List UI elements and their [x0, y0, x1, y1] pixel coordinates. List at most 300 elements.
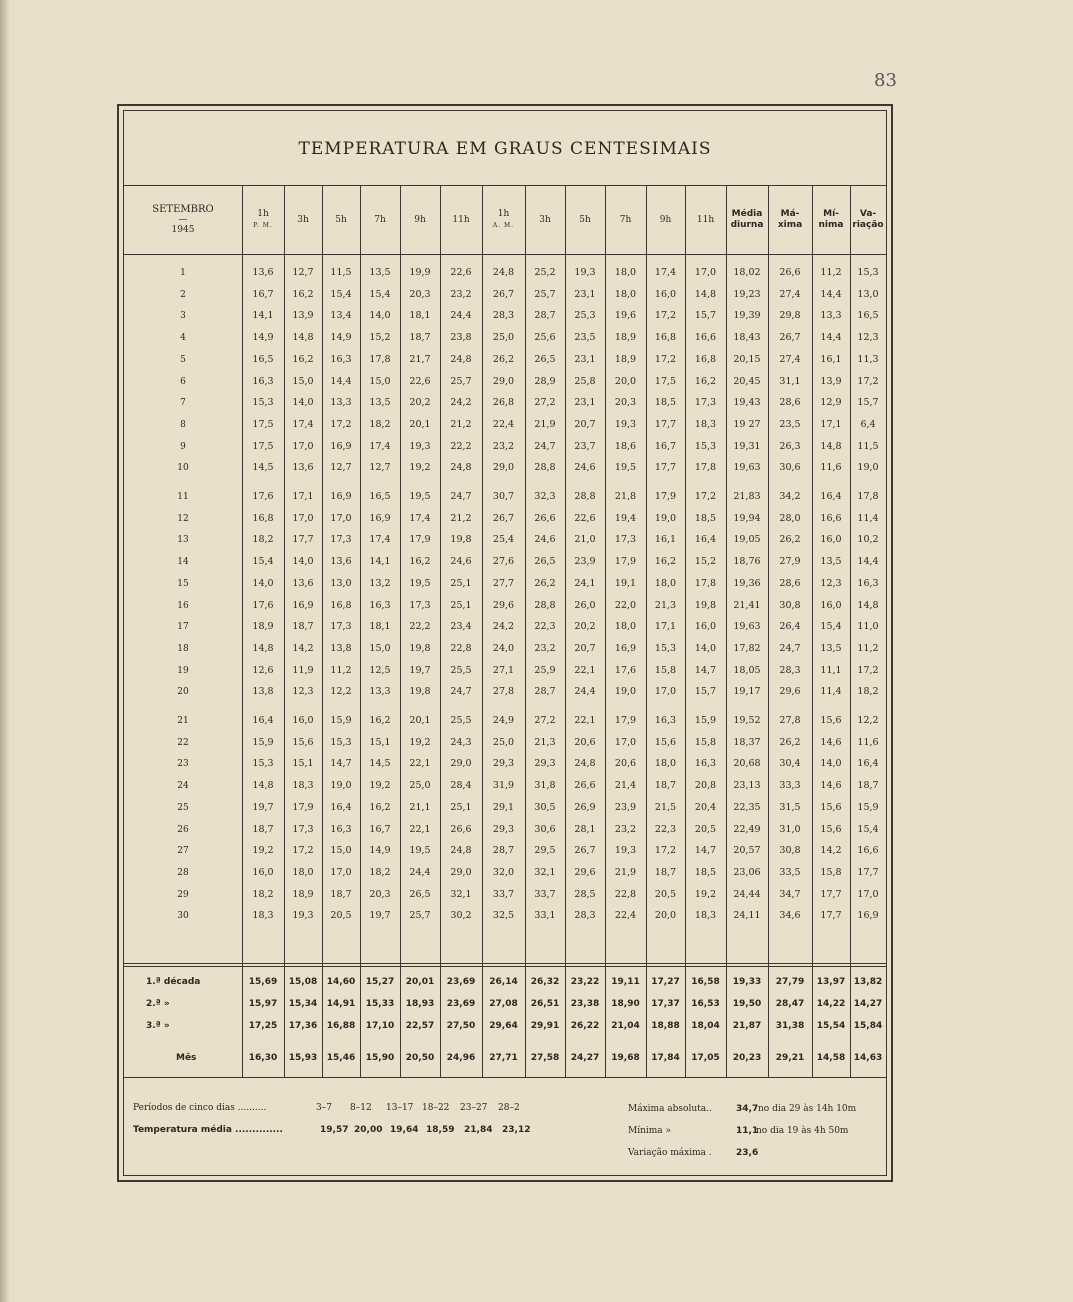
row-value: 22,3: [534, 621, 556, 633]
row-value: 26,4: [779, 621, 801, 633]
row-value: 26,6: [574, 780, 596, 792]
row-value: 22,8: [450, 642, 472, 654]
row-value: 29,6: [574, 866, 596, 878]
var-label: Variação máxima .: [628, 1148, 712, 1158]
row-value: 16,4: [694, 534, 717, 546]
row-value: 14,4: [820, 332, 842, 344]
row-value: 26,6: [779, 267, 801, 278]
row-value: 17,4: [409, 512, 431, 524]
header-col-14: [768, 191, 812, 249]
row-value: 19,4: [614, 512, 637, 524]
temp-value: 19,64: [390, 1125, 419, 1135]
row-day: 14: [177, 557, 189, 568]
row-value: 17,3: [614, 534, 637, 546]
row-value: 16,3: [694, 758, 717, 770]
row-value: 17,0: [654, 686, 677, 698]
row-value: 26,0: [574, 599, 596, 611]
row-value: 24,0: [492, 642, 515, 654]
row-value: 31,9: [492, 780, 515, 792]
row-value: 26,6: [534, 512, 556, 524]
row-value: 26,7: [779, 332, 801, 344]
row-day: 8: [180, 419, 186, 430]
row-value: 18,7: [654, 866, 677, 878]
row-value: 16,8: [694, 353, 717, 365]
row-value: 25,7: [409, 910, 431, 922]
row-value: 22,1: [574, 715, 596, 726]
min-value: 11,1: [736, 1126, 759, 1136]
row-value: 17,4: [369, 534, 391, 546]
row-value: 18,7: [292, 621, 314, 633]
row-value: 14,8: [820, 440, 842, 452]
row-value: 23,9: [614, 801, 637, 813]
row-value: 19,5: [409, 491, 431, 502]
row-value: 19,1: [614, 577, 637, 589]
header-col-8: [525, 191, 565, 249]
row-value: 13,3: [330, 397, 352, 409]
summary-value: 18,04: [691, 1021, 720, 1031]
row-value: 19,05: [733, 534, 761, 546]
row-value: 24,8: [450, 845, 472, 857]
row-value: 30,4: [779, 758, 801, 770]
row-value: 16,6: [694, 332, 717, 344]
row-value: 21,3: [654, 599, 677, 611]
row-value: 14,2: [820, 845, 842, 857]
row-value: 16,8: [330, 599, 352, 611]
row-day: 28: [177, 867, 189, 878]
row-value: 28,3: [492, 310, 515, 322]
row-value: 19,3: [614, 418, 637, 430]
row-value: 18,0: [654, 758, 677, 770]
row-value: 27,2: [534, 397, 556, 409]
row-value: 20,3: [369, 888, 391, 900]
row-value: 22,2: [450, 440, 472, 452]
row-value: 27,2: [534, 715, 556, 726]
row-value: 18,37: [733, 736, 761, 748]
row-value: 22,1: [409, 758, 431, 770]
row-value: 18,7: [330, 888, 352, 900]
row-day: 20: [177, 687, 189, 698]
row-value: 17,9: [614, 715, 637, 726]
row-value: 13,6: [252, 267, 274, 278]
summary-value: 16,53: [691, 999, 720, 1009]
row-value: 26,2: [492, 353, 515, 365]
row-value: 14,4: [857, 556, 879, 568]
row-value: 30,6: [779, 462, 801, 474]
row-value: 18,0: [614, 621, 637, 633]
row-value: 24,2: [492, 621, 515, 633]
row-value: 17,2: [292, 845, 314, 857]
row-day: 27: [177, 846, 189, 857]
row-value: 14,0: [292, 556, 314, 568]
summary-value: 17,84: [651, 1053, 680, 1063]
row-value: 19,3: [409, 440, 431, 452]
summary-value: 19,11: [611, 977, 640, 987]
row-value: 28,9: [534, 375, 556, 387]
row-value: 18,9: [614, 332, 637, 344]
summary-value: 23,69: [446, 977, 476, 987]
row-value: 25,6: [534, 332, 556, 344]
row-value: 22,8: [614, 888, 637, 900]
row-value: 17,7: [292, 534, 314, 546]
row-value: 16,9: [369, 512, 391, 524]
row-day: 25: [177, 802, 189, 813]
summary-label: 2.ª »: [146, 999, 170, 1009]
row-value: 28,5: [574, 888, 596, 900]
row-value: 18,6: [614, 440, 637, 452]
row-value: 20,1: [409, 715, 431, 726]
row-value: 19,2: [694, 888, 717, 900]
row-value: 28,6: [779, 577, 801, 589]
row-value: 13,9: [292, 310, 314, 322]
row-value: 18,1: [369, 621, 391, 633]
summary-value: 16,30: [248, 1053, 278, 1063]
summary-value: 28,47: [775, 999, 805, 1009]
row-value: 17,82: [733, 642, 761, 654]
row-value: 12,7: [330, 462, 352, 474]
row-value: 20,5: [330, 910, 352, 922]
row-value: 25,7: [534, 288, 556, 300]
row-value: 26,2: [534, 577, 556, 589]
row-value: 24,8: [492, 267, 515, 278]
temp-value: 21,84: [464, 1125, 493, 1135]
row-value: 26,9: [574, 801, 596, 813]
row-day: 18: [177, 643, 189, 654]
row-value: 29,3: [492, 758, 515, 770]
summary-label: 1.ª década: [146, 977, 201, 987]
row-value: 16,9: [330, 491, 352, 502]
row-value: 26,8: [492, 397, 515, 409]
row-value: 19,8: [409, 686, 431, 698]
row-value: 18,7: [409, 332, 431, 344]
period-value: 13–17: [386, 1103, 414, 1113]
row-value: 27,8: [779, 715, 801, 726]
row-value: 17,0: [330, 512, 352, 524]
row-value: 18,9: [614, 353, 637, 365]
row-value: 16,9: [292, 599, 314, 611]
row-value: 17,6: [614, 664, 637, 676]
row-value: 23,9: [574, 556, 596, 568]
row-value: 15,2: [369, 332, 391, 344]
row-value: 16,8: [252, 512, 274, 524]
row-value: 20,2: [409, 397, 431, 409]
row-value: 17,2: [694, 491, 717, 502]
period-value: 23–27: [460, 1103, 488, 1113]
header-col-1: [242, 191, 284, 249]
row-value: 17,7: [654, 418, 677, 430]
header-col-2: [284, 191, 322, 249]
row-value: 27,9: [779, 556, 801, 568]
row-value: 19,63: [733, 462, 761, 474]
row-value: 23,1: [574, 397, 596, 409]
row-day: 22: [177, 737, 189, 748]
row-value: 31,8: [534, 780, 556, 792]
row-value: 17,2: [857, 375, 879, 387]
row-value: 19,9: [409, 267, 431, 278]
row-value: 13,0: [330, 577, 352, 589]
table-title: TEMPERATURA EM GRAUS CENTESIMAIS: [298, 139, 712, 159]
row-day: 4: [180, 333, 186, 344]
row-value: 23,5: [574, 332, 596, 344]
summary-value: 27,71: [489, 1053, 518, 1063]
row-value: 19,2: [252, 845, 274, 857]
row-value: 18,05: [733, 664, 761, 676]
row-value: 17,2: [330, 418, 352, 430]
row-value: 11,4: [857, 512, 879, 524]
row-value: 18,0: [614, 267, 637, 278]
row-value: 11,6: [857, 736, 879, 748]
row-value: 19,31: [733, 440, 761, 452]
row-value: 24,4: [574, 686, 596, 698]
row-value: 21,5: [654, 801, 677, 813]
row-value: 33,7: [492, 888, 515, 900]
row-value: 18,5: [694, 866, 717, 878]
row-value: 17,6: [252, 599, 274, 611]
row-value: 27,7: [492, 577, 515, 589]
row-value: 29,6: [492, 599, 515, 611]
summary-label: Mês: [176, 1053, 197, 1063]
row-value: 16,3: [857, 577, 879, 589]
row-value: 17,3: [330, 534, 352, 546]
summary-value: 26,51: [530, 999, 560, 1009]
row-value: 15,1: [292, 758, 314, 770]
row-value: 13,9: [820, 375, 842, 387]
row-value: 19,7: [409, 664, 431, 676]
row-value: 16,0: [820, 534, 842, 546]
temp-label: Temperatura média ..............: [133, 1125, 283, 1135]
row-value: 25,7: [450, 375, 472, 387]
row-value: 17,0: [614, 736, 637, 748]
header-col-15: [812, 191, 850, 249]
row-value: 16,4: [820, 491, 842, 502]
row-value: 17,9: [654, 491, 677, 502]
row-value: 16,3: [330, 823, 352, 835]
row-value: 29,6: [779, 686, 801, 698]
summary-value: 21,87: [732, 1021, 762, 1031]
row-value: 28,1: [574, 823, 596, 835]
row-value: 24,3: [450, 736, 472, 748]
row-value: 17,1: [820, 418, 842, 430]
row-value: 29,3: [492, 823, 515, 835]
row-value: 27,4: [779, 288, 801, 300]
summary-value: 29,21: [775, 1053, 805, 1063]
header-col-main: 7h: [619, 215, 632, 225]
summary-value: 27,79: [775, 977, 805, 987]
row-value: 22,3: [654, 823, 677, 835]
header-col-sub: A. M.: [492, 222, 515, 229]
row-value: 19,17: [733, 686, 761, 698]
row-value: 16,5: [369, 491, 391, 502]
row-value: 25,2: [534, 267, 556, 278]
row-value: 27,4: [779, 353, 801, 365]
row-value: 17,8: [857, 491, 879, 502]
summary-value: 19,50: [732, 999, 762, 1009]
summary-value: 18,90: [611, 999, 640, 1009]
row-value: 23,8: [450, 332, 472, 344]
row-value: 15,2: [694, 556, 717, 568]
header-col-10: [605, 191, 646, 249]
row-day: 7: [180, 398, 186, 409]
row-value: 15,8: [694, 736, 717, 748]
row-value: 27,1: [492, 664, 515, 676]
header-col-main: 3h: [297, 215, 309, 225]
row-value: 18,2: [252, 888, 274, 900]
row-value: 25,3: [574, 310, 596, 322]
row-value: 34,2: [779, 491, 801, 502]
row-value: 15,0: [369, 375, 391, 387]
summary-label: 3.ª »: [146, 1021, 170, 1031]
row-day: 30: [177, 911, 189, 922]
row-value: 18,7: [654, 780, 677, 792]
period-value: 8–12: [350, 1103, 372, 1113]
row-value: 20,7: [574, 418, 596, 430]
summary-value: 19,33: [732, 977, 762, 987]
row-value: 30,2: [450, 910, 472, 922]
min-text: no dia 19 às 4h 50m: [756, 1126, 849, 1136]
row-value: 16,5: [252, 353, 274, 365]
row-value: 21,41: [733, 599, 761, 611]
row-value: 22,2: [409, 621, 431, 633]
row-value: 17,5: [252, 440, 274, 452]
row-value: 28,6: [779, 397, 801, 409]
row-value: 29,1: [492, 801, 515, 813]
row-value: 23,1: [574, 288, 596, 300]
row-value: 26,5: [534, 556, 556, 568]
row-value: 15,7: [694, 310, 717, 322]
row-value: 13,3: [820, 310, 842, 322]
row-value: 18,2: [252, 534, 274, 546]
header-col-main: 11h: [452, 215, 470, 225]
footer-divider: [124, 1077, 886, 1078]
summary-value: 15,33: [365, 999, 395, 1009]
row-value: 15,3: [252, 397, 274, 409]
row-value: 19,3: [574, 267, 596, 278]
summary-value: 15,84: [853, 1021, 883, 1031]
row-value: 17,5: [252, 418, 274, 430]
row-value: 16,9: [857, 910, 879, 922]
row-value: 12,7: [292, 267, 314, 278]
header-col-main: Má-: [780, 209, 800, 219]
row-value: 20,3: [614, 397, 637, 409]
header-col-main: 1h: [497, 209, 510, 219]
row-value: 15,3: [654, 642, 677, 654]
row-value: 22,0: [614, 599, 637, 611]
row-value: 15,3: [857, 267, 879, 278]
row-value: 20,1: [409, 418, 431, 430]
row-value: 15,8: [820, 866, 842, 878]
summary-value: 17,25: [248, 1021, 278, 1031]
row-value: 17,0: [330, 866, 352, 878]
row-value: 18,0: [292, 866, 314, 878]
row-value: 32,1: [534, 866, 556, 878]
row-value: 20,45: [733, 375, 761, 387]
row-day: 6: [180, 376, 186, 387]
max-value: 34,7: [736, 1104, 759, 1114]
row-value: 16,0: [820, 599, 842, 611]
row-value: 18,43: [733, 332, 761, 344]
header-col-sub: diurna: [730, 220, 764, 230]
row-value: 29,0: [450, 758, 472, 770]
max-text: no dia 29 às 14h 10m: [758, 1104, 857, 1114]
max-label: Máxima absoluta..: [628, 1104, 712, 1114]
row-value: 25,1: [450, 801, 472, 813]
row-day: 9: [180, 441, 186, 452]
row-value: 31,5: [779, 801, 801, 813]
row-value: 16,3: [252, 375, 274, 387]
header-col-13: [726, 191, 768, 249]
summary-value: 22,57: [405, 1021, 435, 1031]
row-value: 21,3: [534, 736, 556, 748]
summary-value: 26,22: [570, 1021, 600, 1031]
row-value: 14,0: [820, 758, 842, 770]
summary-value: 23,69: [446, 999, 476, 1009]
summary-value: 14,22: [816, 999, 846, 1009]
summary-divider-top: [124, 963, 886, 964]
row-value: 19,8: [450, 534, 472, 546]
header-month: SETEMBRO: [152, 204, 214, 215]
header-col-main: 11h: [696, 215, 715, 225]
row-value: 20,3: [409, 288, 431, 300]
row-value: 22,6: [574, 512, 596, 524]
var-value: 23,6: [736, 1148, 759, 1158]
row-value: 19,2: [409, 462, 431, 474]
summary-value: 14,60: [326, 977, 356, 987]
row-value: 28,8: [534, 599, 556, 611]
row-value: 24,1: [574, 577, 596, 589]
row-value: 19,52: [733, 715, 761, 726]
row-value: 14,7: [694, 845, 717, 857]
row-value: 10,2: [857, 534, 879, 546]
row-value: 18,3: [252, 910, 274, 922]
row-value: 17,7: [654, 462, 677, 474]
header-col-3: [322, 191, 360, 249]
row-value: 18,7: [857, 780, 879, 792]
row-value: 19,7: [369, 910, 391, 922]
row-value: 30,6: [534, 823, 556, 835]
row-value: 31,0: [779, 823, 801, 835]
header-col-main: 5h: [335, 215, 347, 225]
row-value: 17,2: [654, 353, 677, 365]
row-value: 14,9: [330, 332, 352, 344]
row-value: 13,0: [857, 288, 879, 300]
row-value: 24,6: [534, 534, 556, 546]
row-value: 17,7: [820, 888, 842, 900]
row-value: 22,1: [574, 664, 596, 676]
row-value: 19,63: [733, 621, 761, 633]
summary-value: 17,05: [691, 1053, 720, 1063]
row-value: 19,3: [614, 845, 637, 857]
row-value: 14,6: [820, 736, 842, 748]
row-value: 12,3: [292, 686, 314, 698]
row-value: 24,11: [733, 910, 761, 922]
temp-value: 20,00: [354, 1125, 383, 1135]
summary-value: 15,46: [326, 1053, 356, 1063]
row-value: 17,0: [292, 440, 314, 452]
row-value: 11,2: [857, 642, 879, 654]
row-day: 11: [177, 492, 189, 502]
row-value: 18,1: [409, 310, 431, 322]
row-value: 24,4: [409, 866, 431, 878]
row-value: 15,6: [820, 801, 842, 813]
header-col-7: [482, 191, 525, 249]
row-value: 15,7: [694, 686, 717, 698]
row-value: 24,8: [450, 353, 472, 365]
row-value: 16,4: [857, 758, 879, 770]
row-value: 14,6: [820, 780, 842, 792]
row-day: 5: [180, 354, 186, 365]
summary-value: 15,69: [248, 977, 278, 987]
header-year: 1945: [171, 225, 195, 235]
title-divider: [124, 185, 886, 186]
